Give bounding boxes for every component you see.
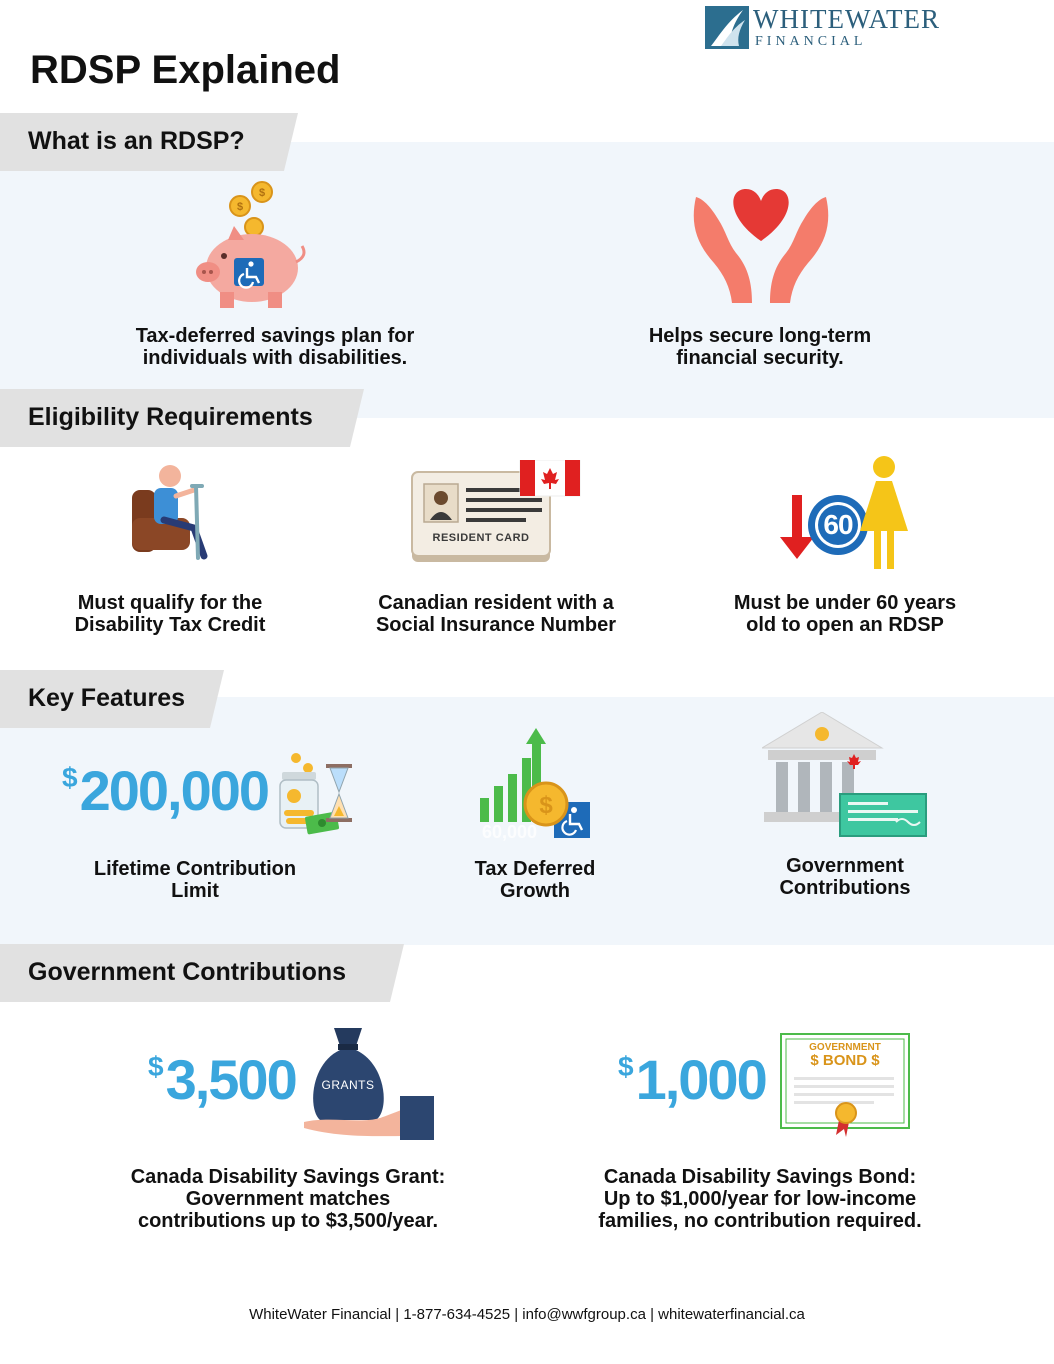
bond-amount: $1,000 (618, 1048, 766, 1111)
eligibility-caption-1: Must qualify for the Disability Tax Credit (74, 592, 266, 636)
eligibility-caption-3: Must be under 60 years old to open an RDSP (733, 592, 957, 636)
eligibility-caption-2: Canadian resident with a Social Insurance Number (375, 592, 617, 636)
piggy-bank-icon (190, 180, 310, 312)
growth-chart-icon (474, 724, 594, 840)
contribution-limit-amount: $200,000 (62, 759, 269, 822)
grants-bag-label: GRANTS (321, 1078, 375, 1092)
bond-cert-line2: $ BOND $ (810, 1052, 880, 1069)
government-heading-bar (0, 944, 406, 1002)
svg-text:$: $ (539, 792, 553, 819)
age-badge: 60 (823, 509, 853, 540)
bank-building-icon (762, 712, 930, 840)
age-limit-icon (780, 455, 916, 571)
features-caption-1: Lifetime Contribution Limit (93, 858, 297, 902)
eligibility-heading: Eligibility Requirements (28, 403, 313, 431)
what-band (0, 142, 1054, 418)
whitewater-logo-icon (705, 6, 749, 49)
bond-cert-line1: GOVERNMENT (809, 1042, 881, 1053)
eligibility-heading-bar (0, 389, 366, 447)
what-heading: What is an RDSP? (28, 127, 245, 155)
features-heading: Key Features (28, 684, 186, 712)
growth-ghost-label: 60,000 (482, 822, 538, 842)
person-chair-icon (128, 462, 214, 560)
svg-text:$: $ (236, 201, 244, 213)
features-caption-2: Tax Deferred Growth (474, 858, 596, 902)
brand-logo (705, 6, 965, 52)
what-caption-1: Tax-deferred savings plan for individuals with disabilities. (135, 325, 415, 369)
brand-name: WHITEWATER (753, 4, 940, 34)
grants-bag-icon (300, 1024, 436, 1142)
government-bond-icon (780, 1033, 910, 1137)
features-heading-bar (0, 670, 226, 728)
grant-amount: $3,500 (148, 1048, 296, 1111)
heart-hands-icon (688, 183, 834, 307)
what-heading-bar (0, 113, 300, 171)
resident-card-icon (410, 460, 584, 564)
brand-subname: FINANCIAL (755, 34, 867, 49)
features-caption-3: Government Contributions (779, 855, 911, 899)
money-jar-icon (276, 752, 358, 838)
government-heading: Government Contributions (28, 958, 347, 986)
footer-contact: WhiteWater Financial | 1-877-634-4525 | info@wwfgroup.ca | whitewaterfinancial.ca (249, 1306, 805, 1323)
page-title: RDSP Explained (30, 48, 341, 92)
bond-caption: Canada Disability Savings Bond: Up to $1,000/year for low-income families, no contribution required. (598, 1166, 922, 1232)
svg-text:$: $ (258, 187, 266, 199)
what-caption-2: Helps secure long-term financial security. (648, 325, 872, 369)
resident-card-label: RESIDENT CARD (432, 532, 530, 544)
grant-caption: Canada Disability Savings Grant: Government matches contributions up to $3,500/year. (130, 1166, 446, 1232)
